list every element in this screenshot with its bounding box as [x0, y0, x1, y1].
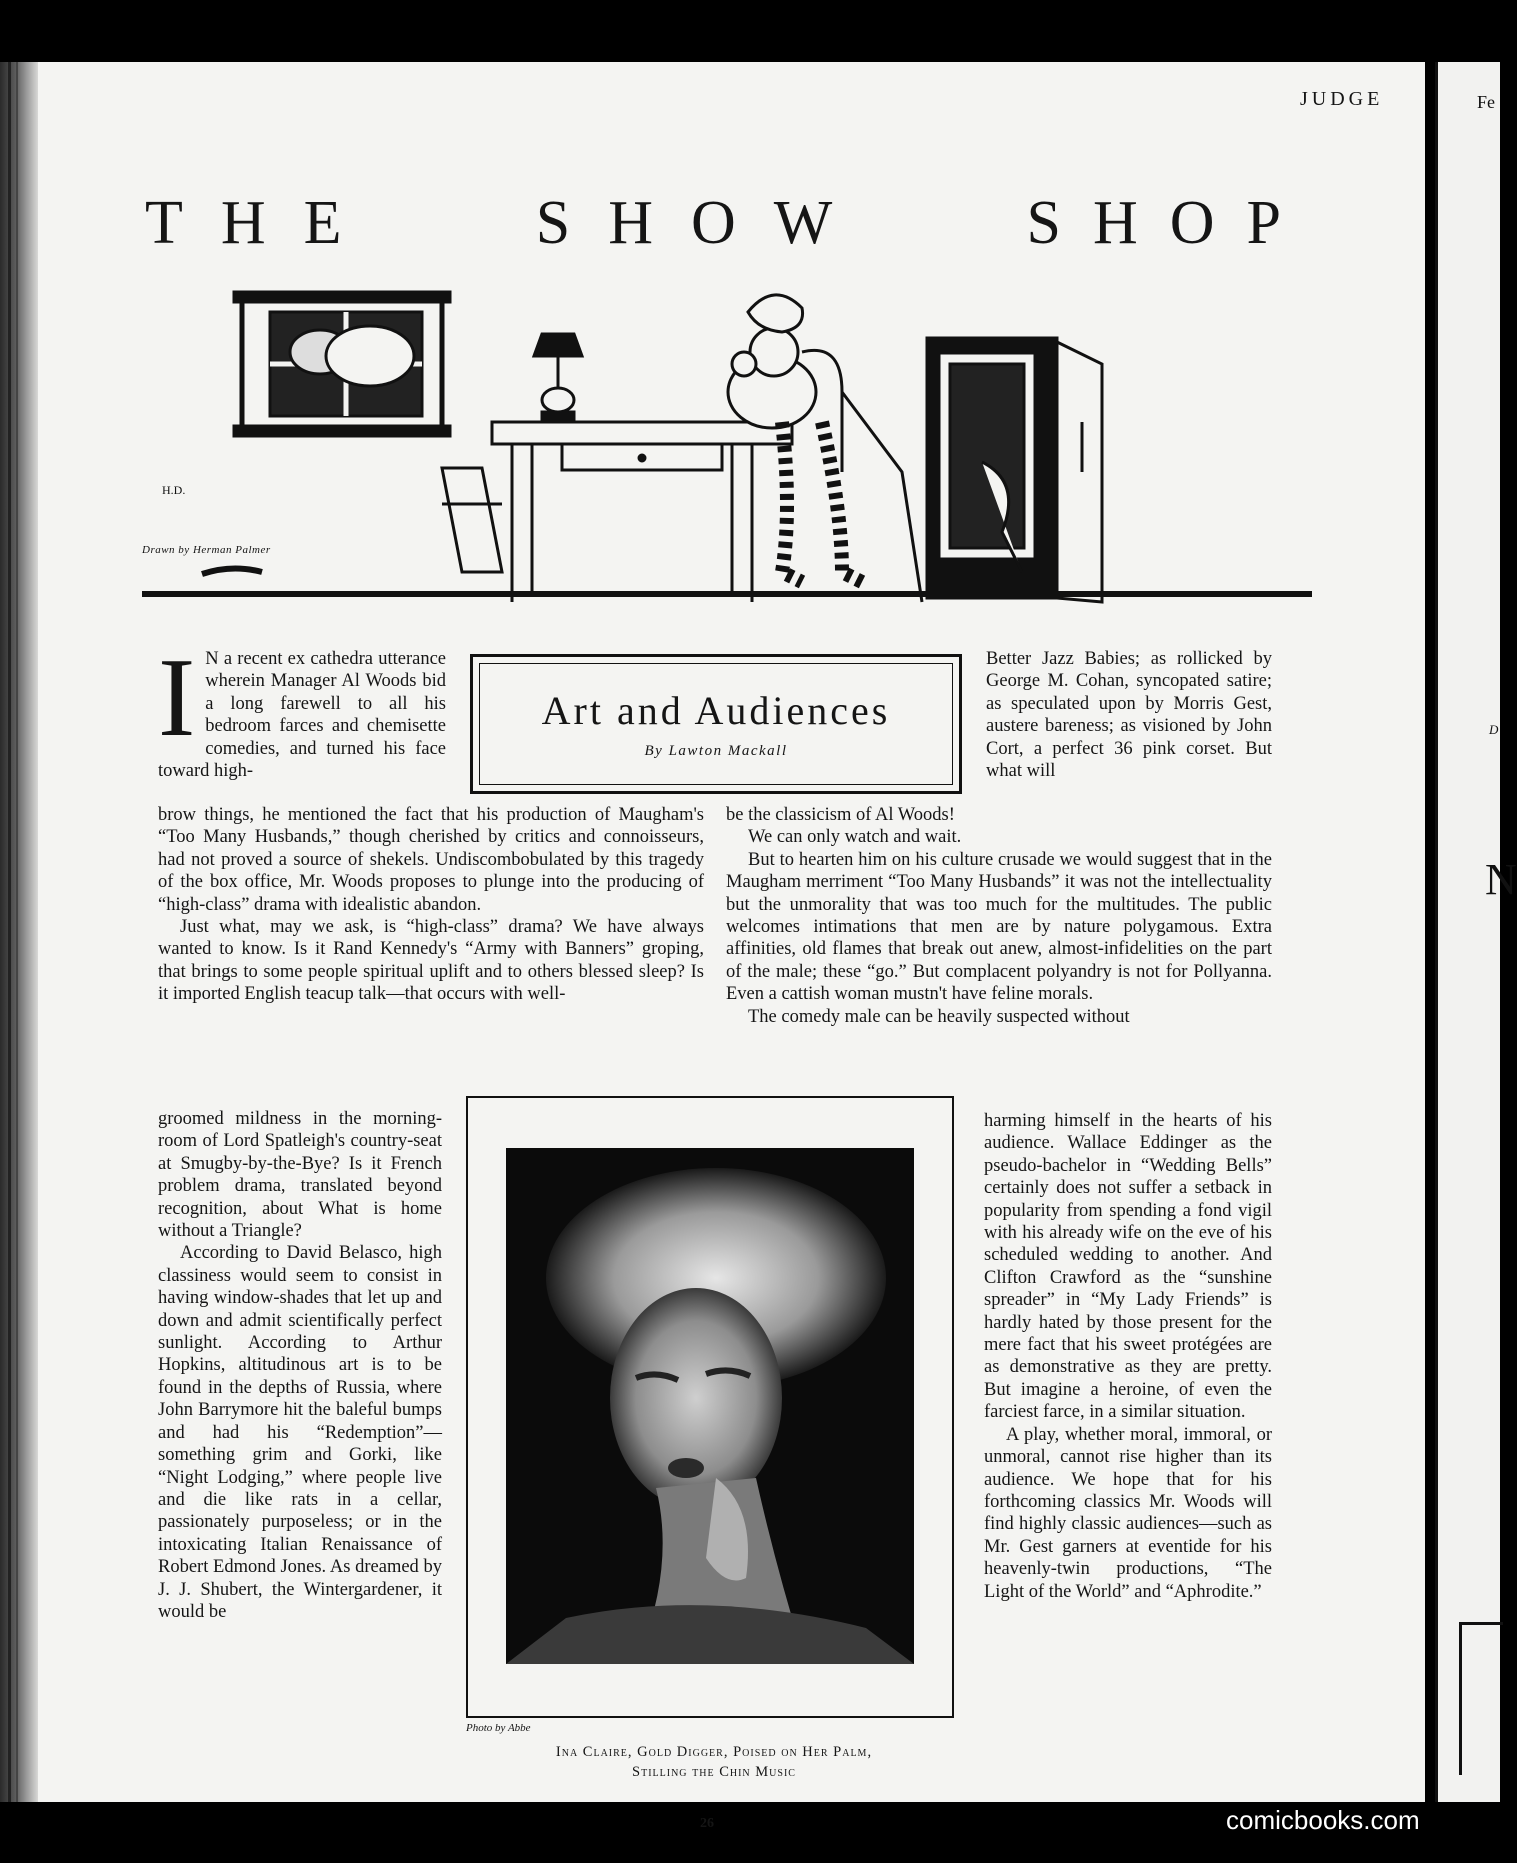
- article-span-left: [158, 804, 704, 1006]
- running-head: JUDGE: [1300, 88, 1384, 110]
- paragraph: According to David Belasco, high classiness would seem to consist in having window-shades that let up and down and admit scientifically perfect sunlight. According to Arthur Hopkins, altitudinous art is to be found in the depths of Russia, where John Barrymore hit the baleful bumps and had his “Redemption”—something grim and Gorki, like “Night Lodging,” where people live and die like rats in a cellar, passionately purposeless; or in the intoxicating Italian Renaissance of Robert Edmond Jones. As dreamed by J. J. Shubert, the Wintergardener, it would be: [158, 1243, 442, 1622]
- article-col1-top: [158, 636, 446, 782]
- paragraph: brow things, he mentioned the fact that his production of Maugham's “Too Many Husbands,” though cherished by critics and connoisseurs, had not proved a source of shekels. Undiscombobulated by this tragedy of the box office, Mr. Woods proposes to plunge into the producing of “high-class” drama with idealistic abandon.: [158, 805, 704, 915]
- portrait-photo-frame: [466, 1096, 954, 1718]
- caption-line: Stilling the Chin Music: [632, 1764, 796, 1780]
- section-title: [145, 188, 1313, 259]
- article-headbox: [470, 654, 962, 794]
- paragraph: be the classicism of Al Woods!: [726, 805, 955, 825]
- binding-spine: [0, 62, 38, 1802]
- dropcap: I: [158, 636, 196, 760]
- paragraph: Just what, may we ask, is “high-class” drama? We have always wanted to know. Is it Rand Kennedy's “Army with Banners” groping, that brings to some people spiritual uplift and to others blessed sleep? Is it imported English teacup talk—that occurs with well-: [158, 917, 704, 1005]
- adjacent-page-fragment: N: [1485, 855, 1517, 904]
- adjacent-page-fragment: Fe: [1477, 92, 1495, 112]
- col1-top-text: N a recent ex cathedra utterance wherein Manager Al Woods bid a long farewell to all his bedroom farces and chemisette comedies, and turned his face toward high-: [158, 649, 446, 782]
- portrait-photo: [506, 1148, 914, 1664]
- title-word-show: SHOW: [535, 189, 871, 257]
- cartoon-illustration: [142, 272, 1312, 602]
- paragraph: harming himself in the hearts of his audience. Wallace Eddinger as the pseudo-bachelor in “Wedding Bells” certainly does not suffer a setback in popularity from spending a fond vigil with his already wife on the eve of his scheduled wedding to another. And Clifton Crawford as the “sunshine spreader” in “My Lady Friends” is hardly hated by those present for the mere fact that his sweet protégées are as demonstrative as they are pretty. But imagine a heroine, of even the farciest farce, in a similar situation.: [984, 1111, 1272, 1423]
- article-col1-bottom: [158, 1108, 442, 1623]
- paragraph: The comedy male can be heavily suspected without: [748, 1006, 1130, 1027]
- photo-credit: Photo by Abbe: [466, 1722, 531, 1734]
- article-span-right: [726, 804, 1272, 1028]
- photo-caption: [470, 1742, 958, 1782]
- article-col3-top: Better Jazz Babies; as rollicked by George M. Cohan, syncopated satire; as speculated upon by Morris Gest, austere bareness; as visioned by John Cort, a perfect 36 pink corset. But what will: [986, 649, 1272, 782]
- article-col3-bottom: [984, 1110, 1272, 1603]
- watermark: comicbooks.com: [1226, 1805, 1420, 1835]
- caption-line: Ina Claire, Gold Digger, Poised on Her Palm,: [555, 1744, 873, 1760]
- paragraph: But to hearten him on his culture crusade we would suggest that in the Maugham merriment “Too Many Husbands” it was not the intellectuality but the unmorality that was too much for the multitudes. The public welcomes intimations that men are by nature polygamous. Extra affinities, old flames that break out anew, almost-infidelities on the part of the male; these “go.” But complacent polyandry is not for Pollyanna. Even a cattish woman mustn't have feline morals.: [726, 849, 1272, 1005]
- article-title: Art and Audiences: [541, 688, 891, 733]
- paragraph: We can only watch and wait.: [748, 827, 962, 848]
- title-word-shop: SHOP: [1026, 189, 1313, 257]
- adjacent-page-fragment: D: [1489, 722, 1499, 737]
- article-byline: By Lawton Mackall: [644, 743, 788, 759]
- paragraph: A play, whether moral, immoral, or unmoral, cannot rise higher than its audience. We hope that for his forthcoming classics Mr. Woods will find highly classic audiences—such as Mr. Gest garners at eventide for his heavenly-twin productions, “The Light of the World” and “Aphrodite.”: [984, 1424, 1272, 1602]
- adjacent-page: [1437, 62, 1517, 1802]
- title-word-the: THE: [145, 189, 380, 257]
- page-number: 26: [700, 1816, 714, 1831]
- paragraph: groomed mildness in the morning-room of Lord Spatleigh's country-seat at Smugby-by-the-Bye? Is it French problem drama, translated beyond recognition, about What is home without a Triangle?: [158, 1109, 442, 1242]
- adjacent-page-box: [1459, 1622, 1503, 1775]
- artist-signature: H.D.: [162, 483, 186, 497]
- illustration-credit: Drawn by Herman Palmer: [142, 544, 271, 556]
